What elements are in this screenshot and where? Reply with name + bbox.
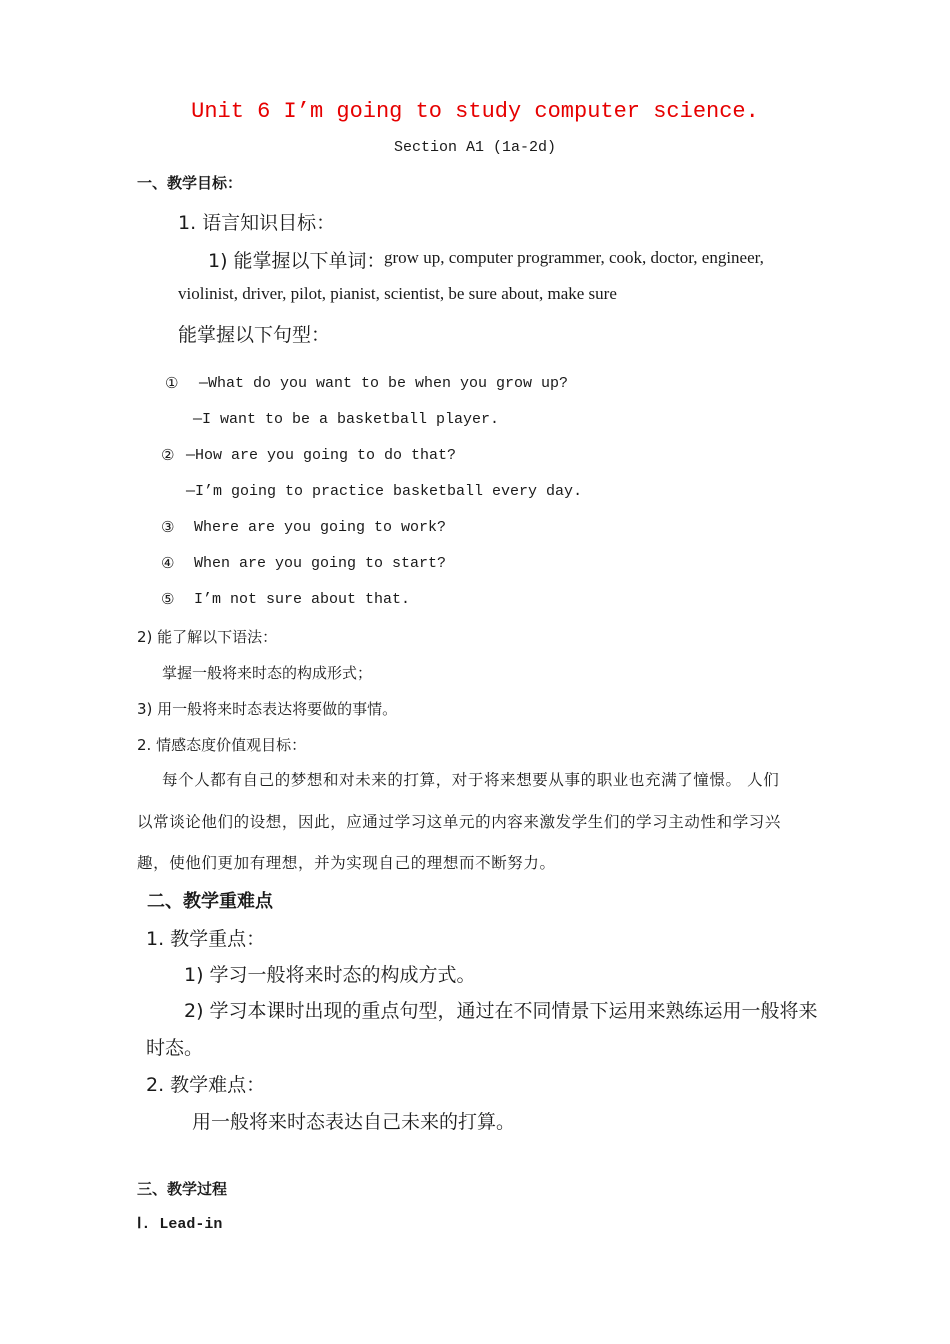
dialogue-question: —What do you want to be when you grow up? [199, 375, 569, 392]
vocab-prefix: 1) 能掌握以下单词： [208, 250, 386, 272]
dialogue-number: ① [165, 374, 179, 392]
dialogue-answer: —I’m going to practice basketball every day. [186, 483, 583, 500]
dialogue-question: When are you going to start? [194, 555, 447, 572]
dialogue-answer: —I want to be a basketball player. [193, 411, 500, 428]
difficulty-text: 用一般将来时态表达自己未来的打算。 [192, 1111, 516, 1133]
section-heading-objectives: 一、教学目标： [137, 174, 243, 192]
lead-in-heading: Ⅰ. Lead-in [137, 1216, 223, 1233]
dialogue-number: ④ [161, 554, 175, 572]
document-title: Unit 6 I’m going to study computer science. [191, 99, 759, 124]
grammar-text: 掌握一般将来时态的构成形式； [162, 664, 373, 682]
key-points-heading: 1. 教学重点： [146, 928, 266, 950]
item-future-tense: 3) 用一般将来时态表达将要做的事情。 [137, 700, 398, 718]
grammar-heading: 2) 能了解以下语法： [137, 628, 278, 646]
vocab-words-line1: grow up, computer programmer, cook, doctor, engineer, [384, 248, 764, 267]
dialogue-number: ③ [161, 518, 175, 536]
dialogue-number: ⑤ [161, 590, 175, 608]
dialogue-question: I’m not sure about that. [194, 591, 411, 608]
dialogue-question: Where are you going to work? [194, 519, 447, 536]
emotion-paragraph-line: 趣，使他们更加有理想，并为实现自己的理想而不断努力。 [137, 854, 556, 872]
item-language-knowledge: 1. 语言知识目标： [178, 212, 336, 234]
emotion-paragraph-line: 以常谈论他们的设想，因此，应通过学习这单元的内容来激发学生们的学习主动性和学习兴 [137, 813, 782, 831]
emotion-paragraph-line: 每个人都有自己的梦想和对未来的打算，对于将来想要从事的职业也充满了憧憬。 人们 [162, 771, 780, 789]
key-point-item: 2) 学习本课时出现的重点句型，通过在不同情景下运用来熟练运用一般将来 [184, 1000, 818, 1022]
difficulty-heading: 2. 教学难点： [146, 1074, 266, 1096]
document-subtitle: Section A1 (1a-2d) [393, 139, 557, 156]
emotion-heading: 2. 情感态度价值观目标： [137, 736, 307, 754]
key-point-item: 1) 学习一般将来时态的构成方式。 [184, 964, 476, 986]
dialogue-number: ② [161, 446, 175, 464]
section-heading-key-points: 二、教学重难点 [147, 891, 273, 912]
sentence-pattern-heading: 能掌握以下句型： [178, 324, 331, 346]
dialogue-question: —How are you going to do that? [186, 447, 457, 464]
vocab-words-line2: violinist, driver, pilot, pianist, scientist, be sure about, make sure [178, 284, 617, 303]
key-point-item-continued: 时态。 [146, 1037, 204, 1059]
section-heading-process: 三、教学过程 [137, 1180, 228, 1198]
